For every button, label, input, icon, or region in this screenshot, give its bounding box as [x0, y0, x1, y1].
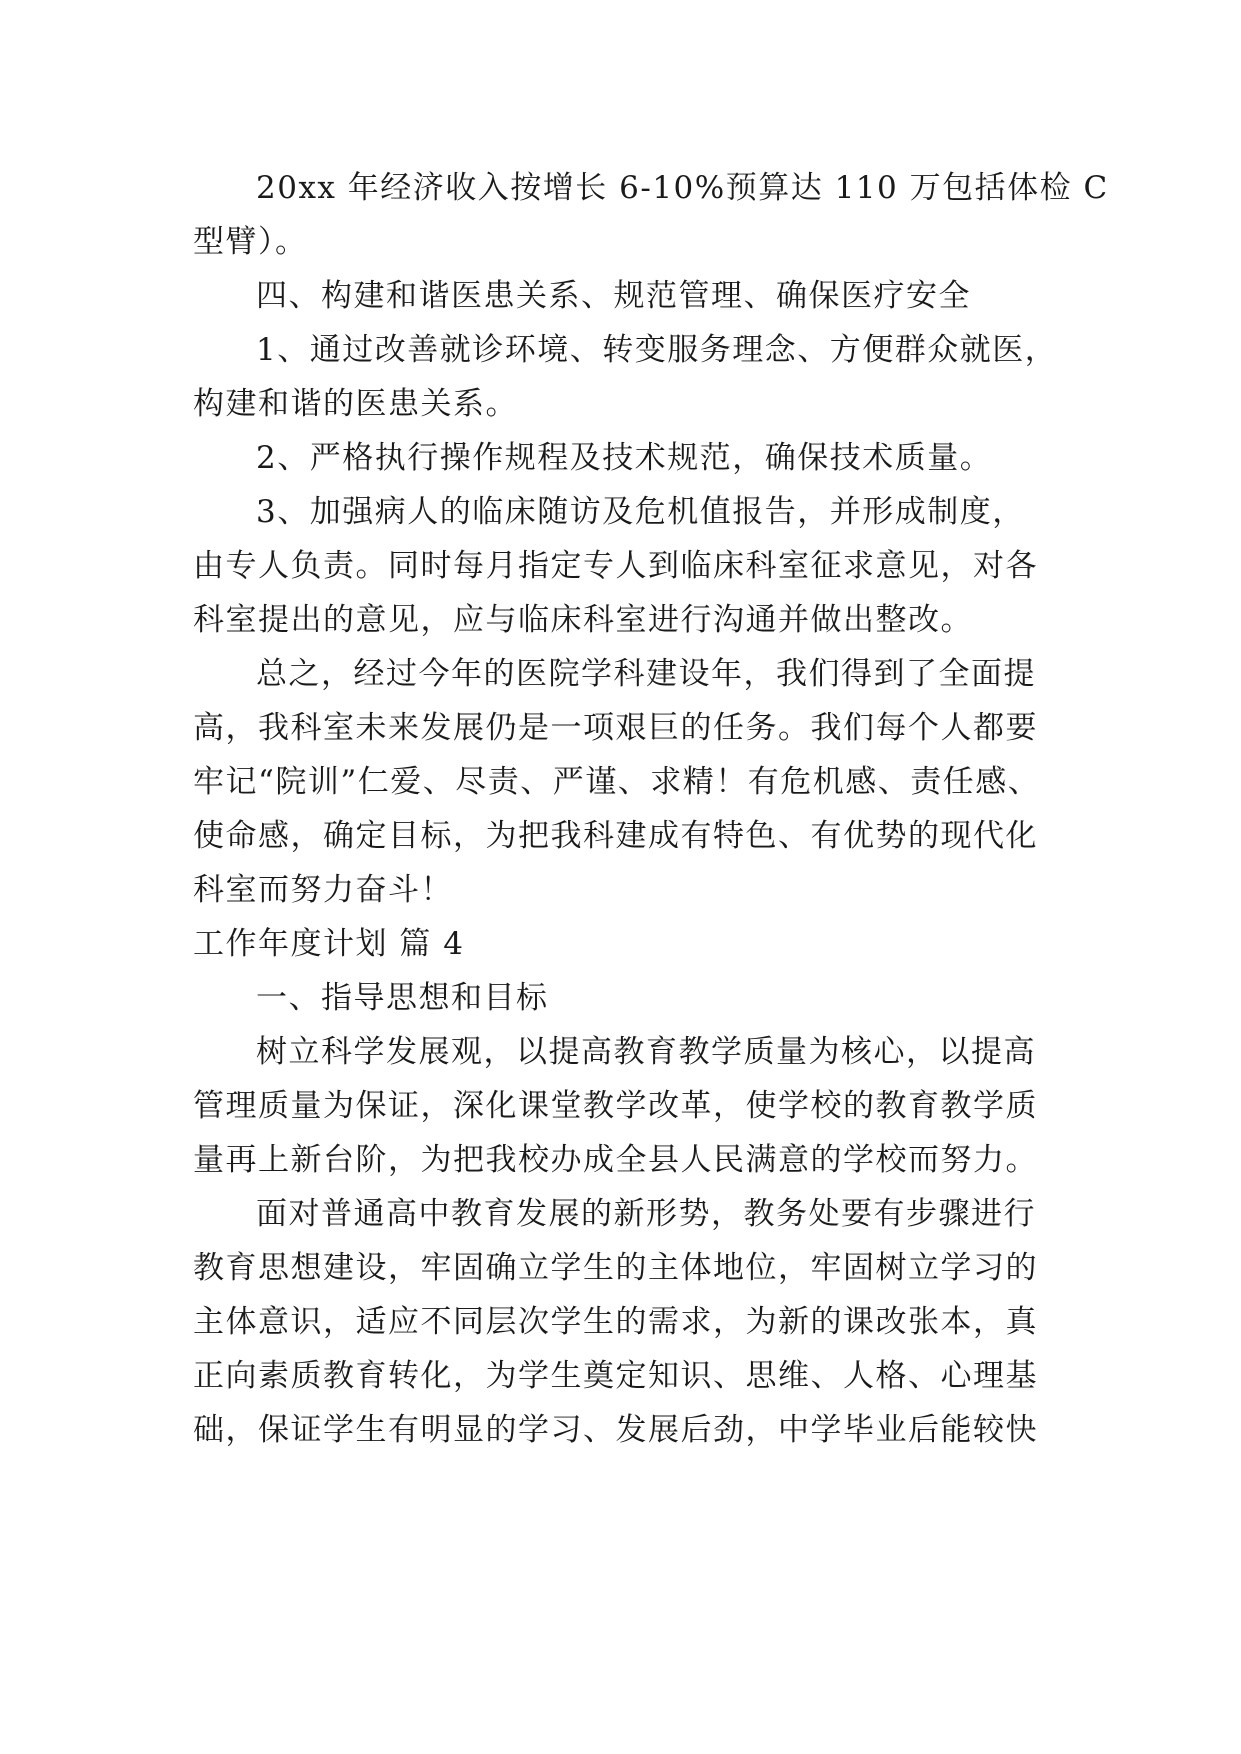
- paragraph-line: 1、通过改善就诊环境、转变服务理念、方便群众就医，: [256, 332, 1058, 368]
- paragraph-line: 量再上新台阶，为把我校办成全县人民满意的学校而努力。: [193, 1142, 1038, 1178]
- section-heading: 四、构建和谐医患关系、规范管理、确保医疗安全: [256, 278, 971, 314]
- paragraph-line: 由专人负责。同时每月指定专人到临床科室征求意见，对各: [193, 548, 1038, 584]
- paragraph-line: 科室提出的意见，应与临床科室进行沟通并做出整改。: [193, 602, 973, 638]
- paragraph-line: 正向素质教育转化，为学生奠定知识、思维、人格、心理基: [193, 1358, 1038, 1394]
- paragraph-line: 3、加强病人的临床随访及危机值报告，并形成制度，: [256, 494, 1025, 530]
- document-title: 工作年度计划 篇 4: [193, 926, 465, 962]
- paragraph-line: 树立科学发展观，以提高教育教学质量为核心，以提高: [256, 1034, 1036, 1070]
- paragraph-line: 型臂）。: [193, 224, 308, 260]
- paragraph-line: 础，保证学生有明显的学习、发展后劲，中学毕业后能较快: [193, 1412, 1038, 1448]
- paragraph-line: 科室而努力奋斗！: [193, 872, 453, 908]
- paragraph-line: 2、严格执行操作规程及技术规范，确保技术质量。: [256, 440, 993, 476]
- paragraph-line: 使命感，确定目标，为把我科建成有特色、有优势的现代化: [193, 818, 1038, 854]
- paragraph-line: 主体意识，适应不同层次学生的需求，为新的课改张本，真: [193, 1304, 1038, 1340]
- section-heading: 一、指导思想和目标: [256, 980, 549, 1016]
- paragraph-line: 牢记“院训”仁爱、尽责、严谨、求精！有危机感、责任感、: [193, 764, 1041, 800]
- paragraph-line: 高，我科室未来发展仍是一项艰巨的任务。我们每个人都要: [193, 710, 1038, 746]
- paragraph-line: 面对普通高中教育发展的新形势，教务处要有步骤进行: [256, 1196, 1036, 1232]
- paragraph-line: 教育思想建设，牢固确立学生的主体地位，牢固树立学习的: [193, 1250, 1038, 1286]
- paragraph-line: 构建和谐的医患关系。: [193, 386, 518, 422]
- paragraph-line: 管理质量为保证，深化课堂教学改革，使学校的教育教学质: [193, 1088, 1038, 1124]
- paragraph-line: 20xx 年经济收入按增长 6-10%预算达 110 万包括体检 C: [256, 170, 1109, 206]
- paragraph-line: 总之，经过今年的医院学科建设年，我们得到了全面提: [256, 656, 1036, 692]
